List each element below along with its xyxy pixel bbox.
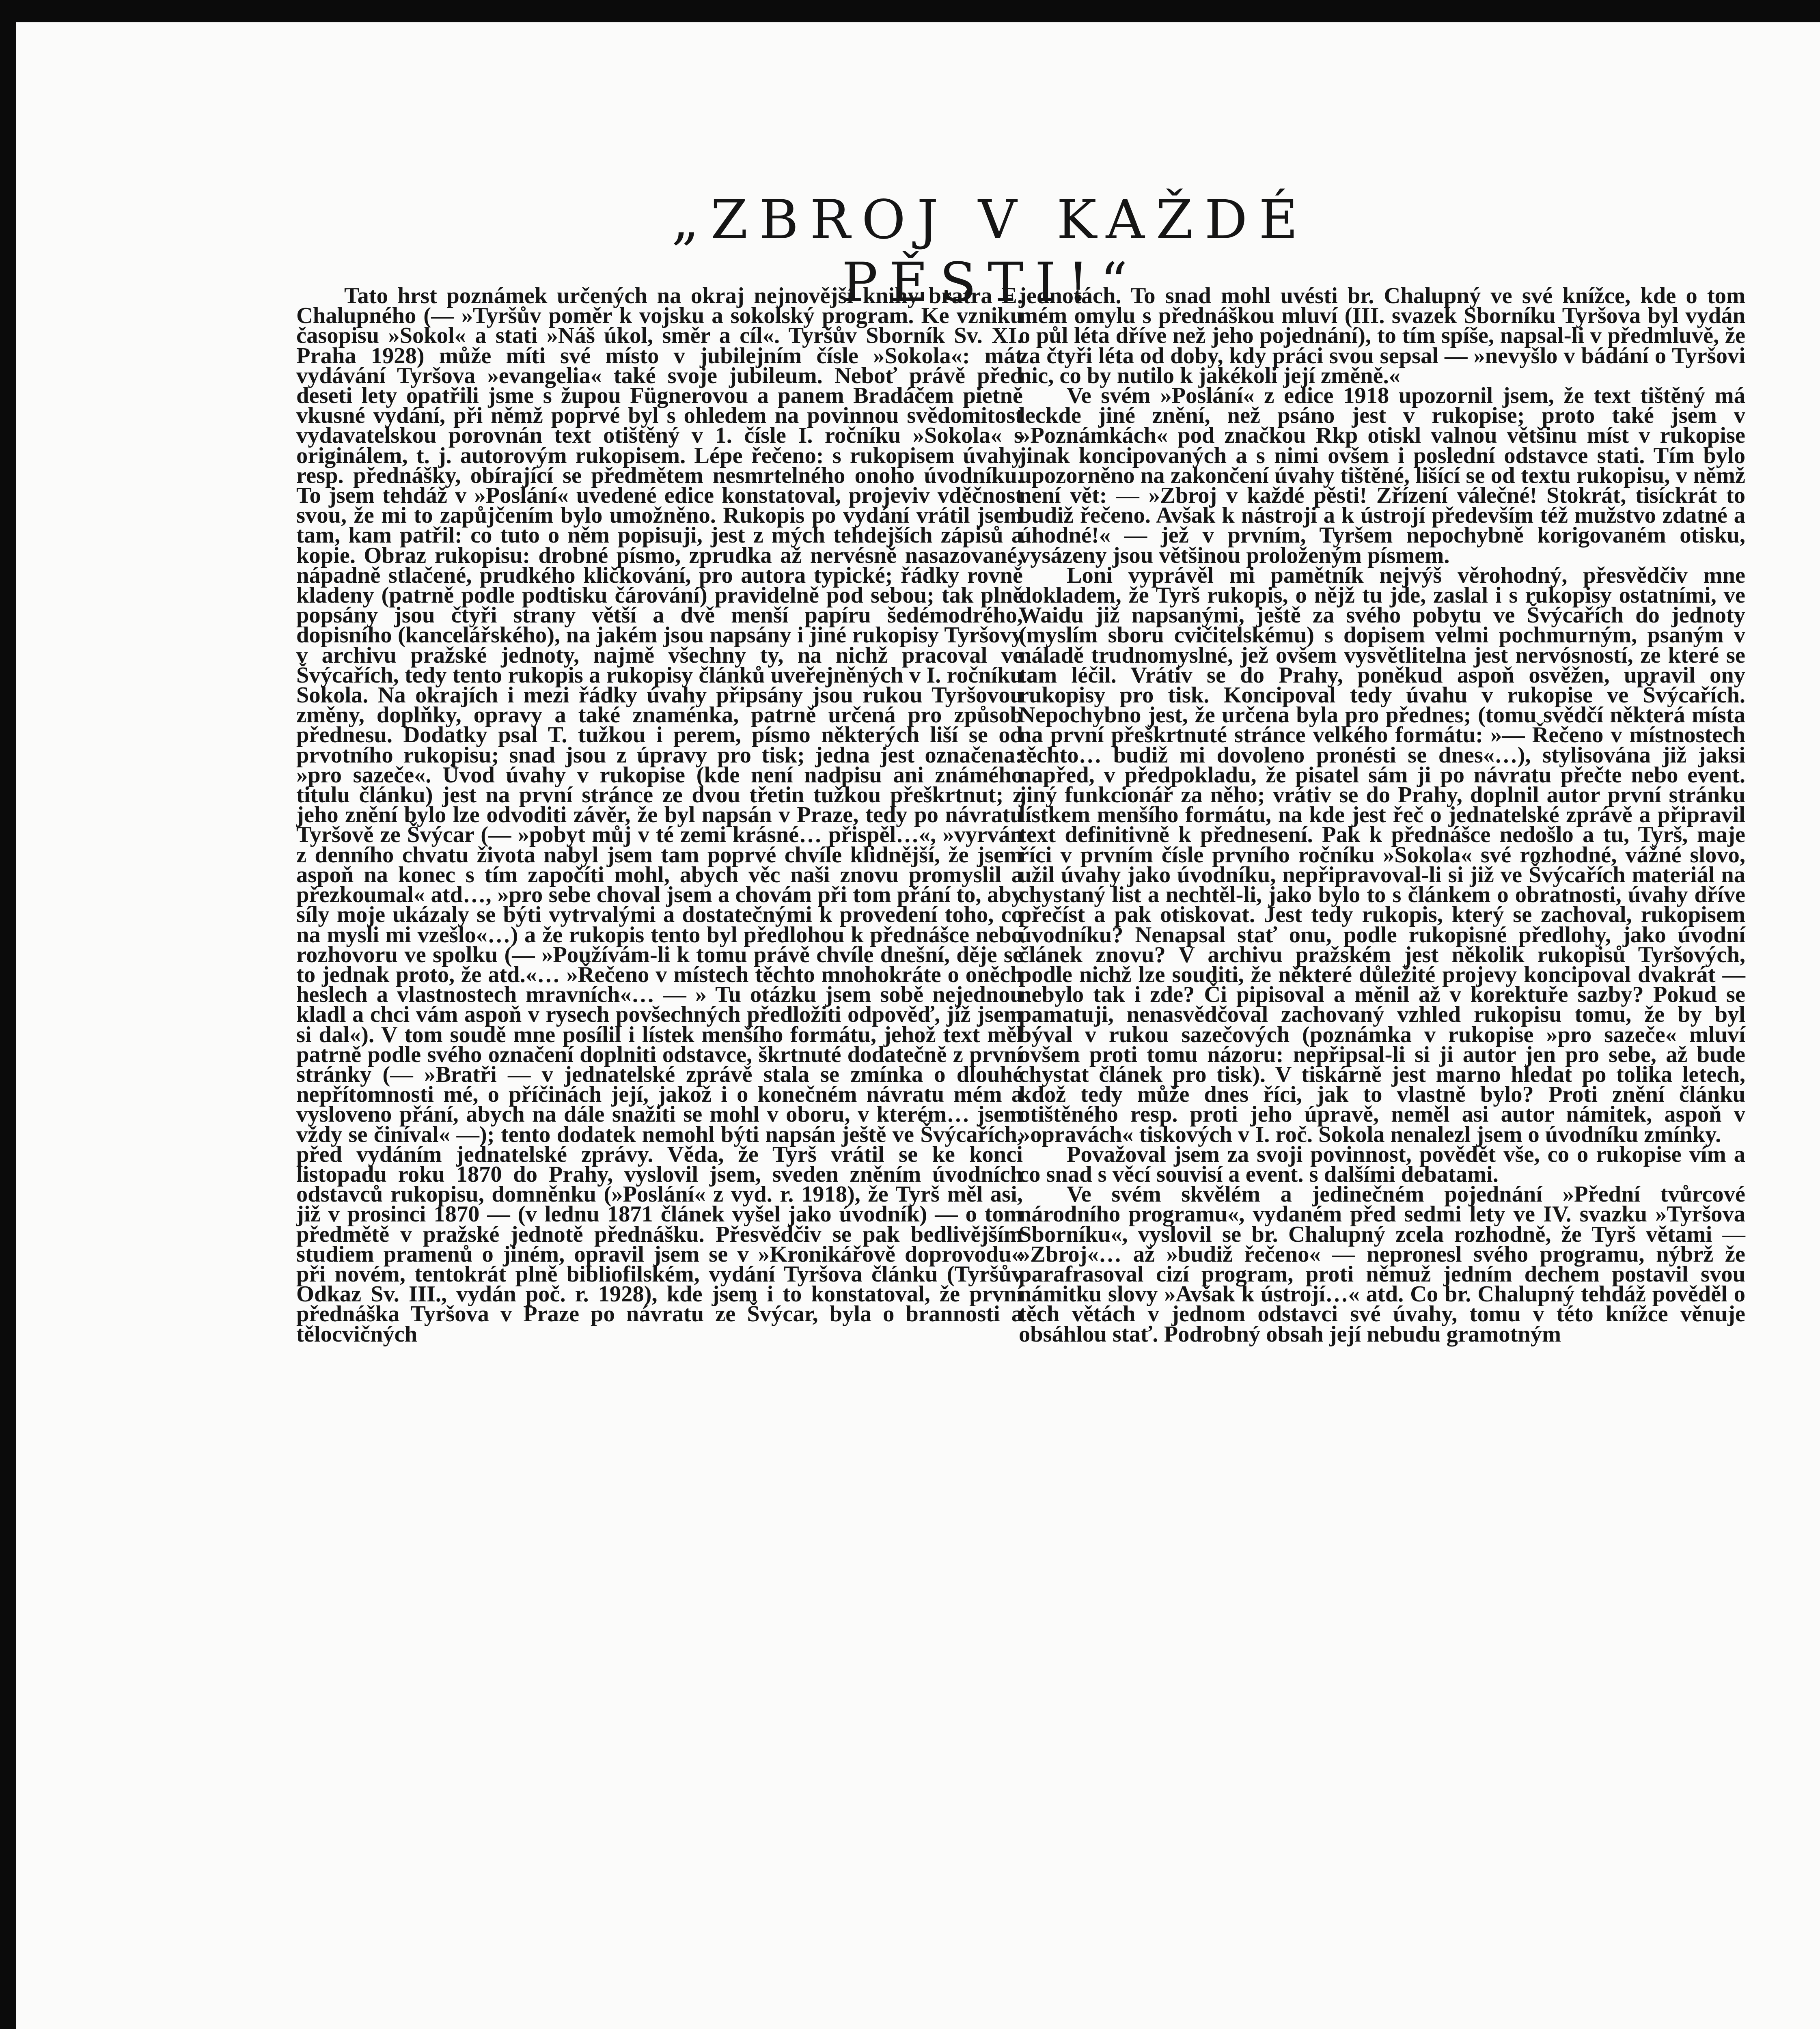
paragraph: Ve svém »Poslání« z edice 1918 upozornil jsem, že text tištěný má leckde jiné znění, než psáno jest v rukopise; proto také jsem v »Poznámkách« pod značkou Rkp otiskl valnou většinu míst v rukopise jinak koncipovaných a s nimi ovšem i poslední odstavce stati. Tím bylo upozorněno na zakončení úvahy tištěné, lišící se od textu rukopisu, v němž není vět: — »Zbroj v každé pěsti! Zřízení válečné! Stokrát, tisíckrát to budiž řečeno. Avšak k nástroji a k ústrojí především též mužstvo zdatné a úhodné!« — jež v prvním, Tyršem nepochybně korigovaném otisku, vysázeny jsou většinou proloženým písmem. [1019,383,1745,568]
article-title: „ZBROJ V KAŽDÉ PĚSTI!“ [671,189,1309,314]
scan-frame-left [0,0,16,2029]
paragraph: Tato hrst poznámek určených na okraj nejnovější knihy bratra E. Chalupného (— »Tyršův poměr k vojsku a sokolský program. Ke vzniku časopisu »Sokol« a stati »Náš úkol, směr a cíl«. Tyršův Sborník Sv. XI. Praha 1928) může míti své místo v jubilejním čísle »Sokola«: mát vydávání Tyršova »evangelia« také svoje jubileum. Neboť právě před deseti lety opatřili jsme s župou Fügnerovou a panem Bradáčem pietně vkusné vydání, při němž poprvé byl s ohledem na povinnou svědomitost vydavatelskou porovnán text otištěný v 1. čísle I. ročníku »Sokola« s originálem, t. j. autorovým rukopisem. Lépe řečeno: s rukopisem úvahy resp. přednášky, obírající se předmětem nesmrtelného onoho úvodníku. To jsem tehdáž v »Poslání« uvedené edice konstatoval, projeviv vděčnost svou, že mi to zapůjčením bylo umožněno. Rukopis po vydání vrátil jsem tam, kam patřil: co tuto o něm popisuji, jest z mých tehdejších zápisů a kopie. Obraz rukopisu: drobné písmo, zprudka až nervésně nasazované, nápadně stlačené, prudkého kličkování, pro autora typické; řádky rovně kladeny (patrně podle podtisku čárování) pravidelně pod sebou; tak plně popsány jsou čtyři strany větší a dvě menší papíru šedémodrého, dopisního (kancelářského), na jakém jsou napsány i jiné rukopisy Tyršovy v archivu pražské jednoty, najmě všechny ty, na nichž pracoval ve Švýcařích, tedy tento rukopis a rukopisy článků uveřejněných v I. ročníku Sokola. Na okrajích i mezi řádky úvahy připsány jsou rukou Tyršovou změny, doplňky, opravy a také znaménka, patrně určená pro způsob přednesu. Dodatky psal T. tužkou i perem, písmo některých liší se od prvotního rukopisu; snad jsou z úpravy pro tisk; jedna jest označena: »pro sazeče«. Úvod úvahy v rukopise (kde není nadpisu ani známého titulu článku) jest na první stránce ze dvou třetin tužkou přeškrtnut; z jeho znění bylo lze odvoditi závěr, že byl napsán v Praze, tedy po návratu Tyršově ze Švýcar (— »pobyt můj v té zemi krásné… přispěl…«, »vyrván z denního chvatu života nabyl jsem tam poprvé chvíle klidnější, že jsem aspoň na konec s tím započíti mohl, abych věc naši znovu promyslil a přezkoumal« atd…, »pro sebe choval jsem a chovám při tom přání to, aby síly moje ukázaly se býti vytrvalými a dostatečnými k provedení toho, co na mysli mi vzešlo«…) a že rukopis tento byl předlohou k přednášce nebo rozhovoru ve spolku (— »Používám-li k tomu právě chvíle dnešní, děje se to jednak proto, že atd.«… »Řečeno v místech těchto mnohokráte o oněch heslech a vlastnostech mravních«… — » Tu otázku jsem sobě nejednou kladl a chci vám aspoň v rysech povšechných předložiti odpověď, jíž jsem si dal«). V tom soudě mne posílil i lístek menšího formátu, jehož text měl patrně podle svého označení doplniti odstavce, škrtnuté dodatečně z první stránky (— »Bratři — v jednatelské zprávě stala se zmínka o dlouhé nepřítomnosti mé, o příčinách její, jakož i o konečném návratu mém a vysloveno přání, abych na dále snažiti se mohl v oboru, v kterém… jsem vždy se činíval« —); tento dodatek nemohl býti napsán ještě ve Švýcařích, před vydáním jednatelské zprávy. Věda, že Tyrš vrátil se ke konci listopadu roku 1870 do Prahy, vyslovil jsem, sveden zněním úvodních odstavců rukopisu, domněnku (»Poslání« z vyd. r. 1918), že Tyrš měl asi, již v prosinci 1870 — (v lednu 1871 článek vyšel jako úvodník) — o tom předmětě v pražské jednotě přednášku. Přesvědčiv se pak bedlivějším studiem pramenů o jiném, opravil jsem se v »Kronikářově doprovodu« při novém, tentokrát plně bibliofilském, vydání Tyršova článku (Tyršův Odkaz Sv. III., vydán poč. r. 1928), kde jsem i to konstatoval, že první přednáška Tyršova v Praze po návratu ze Švýcar, byla o brannosti a tělocvičných [296,283,1023,1347]
paragraph: Považoval jsem za svoji povinnost, povědět vše, co o rukopise vím a co snad s věcí souvisí a event. s dalšími debatami. [1019,1142,1745,1187]
scan-frame-top [0,0,1820,22]
paragraph: jednotách. To snad mohl uvésti br. Chalupný ve své knížce, kde o tom mém omylu s přednáškou mluví (III. svazek Sborníku Tyršova byl vydán o půl léta dříve než jeho pojednání), to tím spíše, napsal-li v předmluvě, že za čtyři léta od doby, kdy práci svou sepsal — »nevyšlo v bádání o Tyršovi nic, co by nutilo k jakékoli její změně.« [1019,283,1745,388]
page [16,22,1820,2029]
text-column-left [296,283,1023,1347]
paragraph: Loni vyprávěl mi pamětník nejvýš věrohodný, přesvědčiv mne dokladem, že Tyrš rukopis, o nějž tu jde, zaslal i s rukopisy ostatními, ve Waidu již napsanými, ještě za svého pobytu ve Švýcařích do jednoty (myslím sboru cvičitelskému) s dopisem velmi pochmurným, psaným v náladě trudnomyslné, jež ovšem vysvětlitelna jest nervósností, ze které se tam léčil. Vrátiv se do Prahy, poněkud aspoň osvěžen, upravil ony rukopisy pro tisk. Koncipoval tedy úvahu v rukopise ve Švýcařích. Nepochybno jest, že určena byla pro přednes; (tomu svědčí některá místa na první přeškrtnuté stránce velkého formátu: »— Řečeno v místnostech těchto… budiž mi dovoleno pronésti se dnes«…), stylisována již jaksi napřed, v předpokladu, že pisatel sám ji po návratu přečte nebo event. jiný funkcionář za něho; vrátiv se do Prahy, doplnil autor první stránku lístkem menšího formátu, na kde jest řeč o jednatelské zprávě a připravil text definitivně k přednesení. Pak k přednášce nedošlo a tu, Tyrš, maje říci v prvním čísle prvního ročníku »Sokola« své rozhodné, vážné slovo, užil úvahy jako úvodníku, nepřipravoval-li si již ve Švýcařích materiál na chystaný list a nechtěl-li, jako bylo to s článkem o obratnosti, úvahy dříve přečíst a pak otiskovat. Jest tedy rukopis, který se zachoval, rukopisem úvodníku? Nenapsal stať onu, podle rukopisné předlohy, jako úvodní článek znovu? V archivu pražském jest několik rukopisů Tyršových, podle nichž lze souditi, že některé důležité projevy koncipoval dvakrát — nebylo tak i zde? Či pipisoval a měnil až v korektuře sazby? Pokud se pamatuji, nenasvědčoval zachovaný vzhled rukopisu tomu, že by byl býval v rukou sazečových (poznámka v rukopise »pro sazeče« mluví ovšem proti tomu názoru: nepřipsal-li si ji autor jen pro sebe, až bude chystat článek pro tisk). V tiskárně jest marno hledat po tolika letech, kdož tedy může dnes říci, jak to vlastně bylo? Proti znění článku otištěného resp. proti jeho úpravě, neměl asi autor námitek, aspoň v »opravách« tiskových v I. roč. Sokola nenalezl jsem o úvodníku zmínky. [1019,562,1745,1147]
text-column-right [1019,283,1745,1347]
paragraph: Ve svém skvělém a jedinečném pojednání »Přední tvůrcové národního programu«, vydaném před sedmi lety ve IV. svazku »Tyršova Sborníku«, vyslovil se br. Chalupný zcela rozhodně, že Tyrš větami — »Zbroj«… až »budiž řečeno« — nepronesl svého programu, nýbrž že parafrasoval cizí program, proti němuž jedním dechem postavil svou námitku slovy »Avšak k ústrojí…« atd. Co br. Chalupný tehdáž pověděl o těch větách v jednom odstavci své úvahy, tomu v této knížce věnuje obsáhlou stať. Podrobný obsah její nebudu gramotným [1019,1182,1745,1347]
